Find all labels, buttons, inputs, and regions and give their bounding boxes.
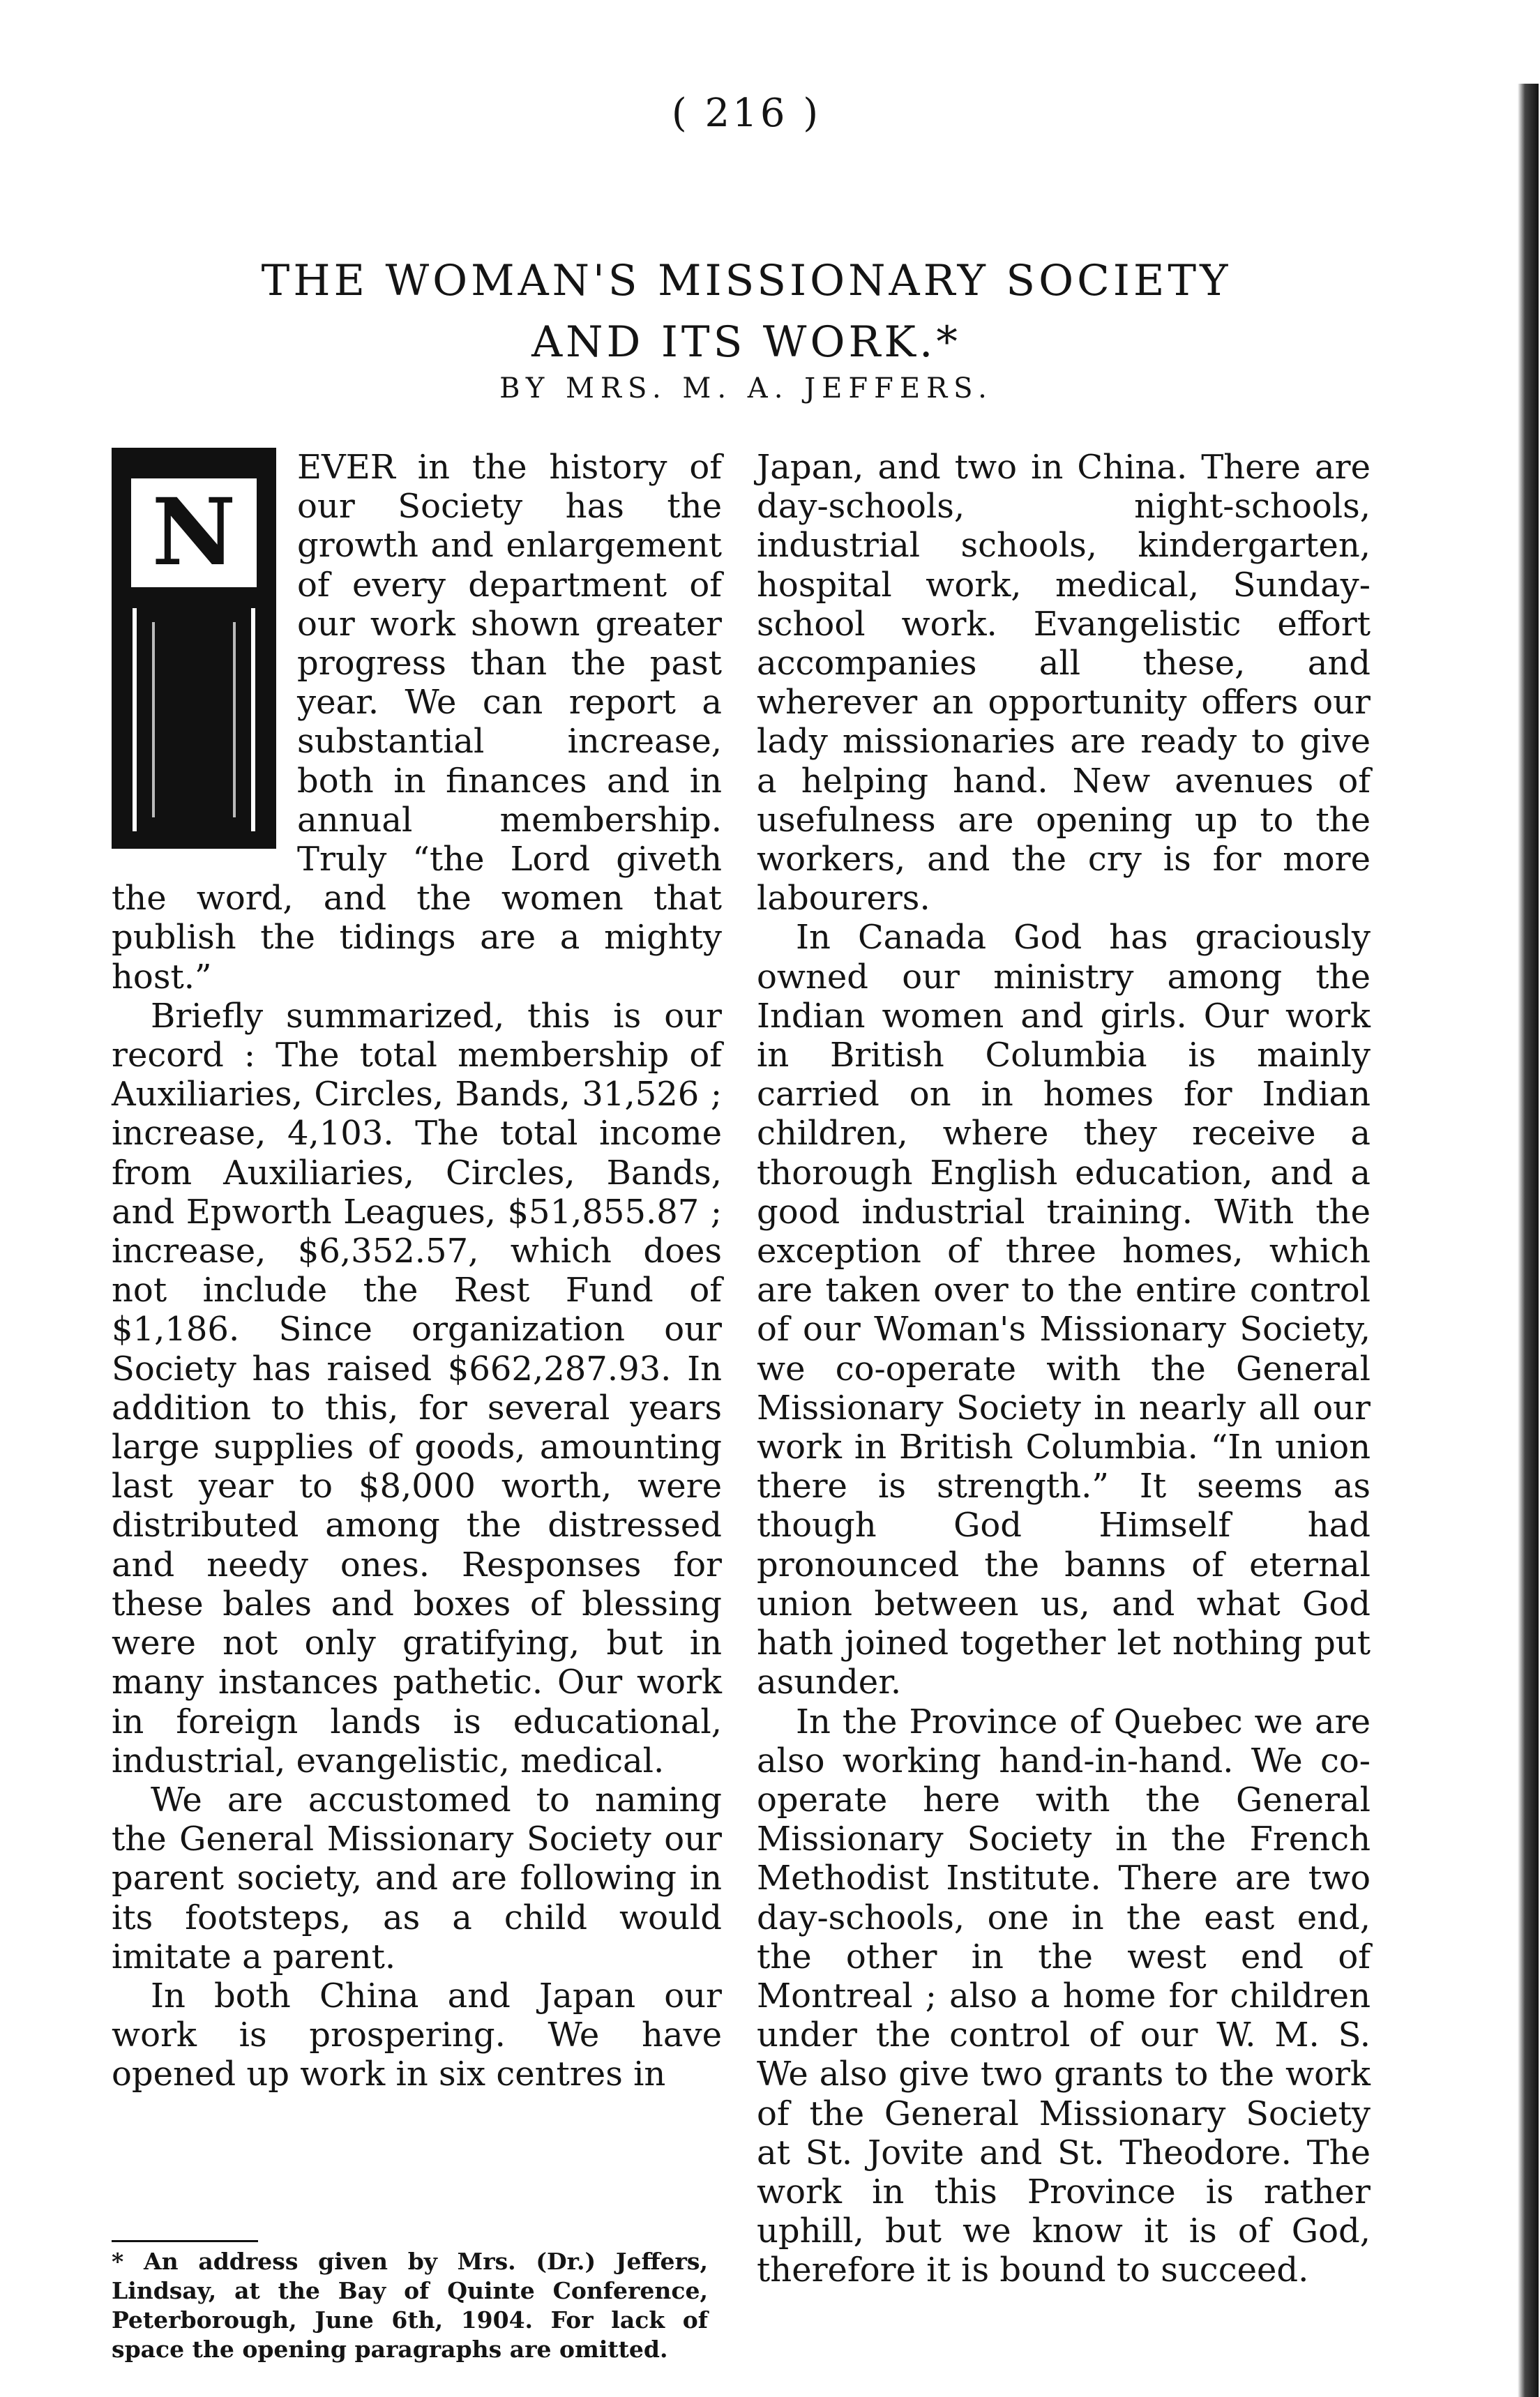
drop-cap-ornament [112,448,276,849]
footnote: * An address given by Mrs. (Dr.) Jeffers, Lindsay, at the Bay of Quinte Conference, Peterborough, June 6th, 1904. For lack of space the opening paragraphs are omitted. [112,2248,708,2363]
left-column [112,448,722,2094]
drop-cap-decoration [133,608,255,831]
paragraph: In Canada God has graciously owned our ministry among the Indian women and girls. Our work in British Columbia is mainly carried on in homes for Indian children, where they receive a thorough English education, and a good industrial training. With the exception of three homes, which are taken over to the entire control of our Woman's Missionary Society, we co-operate with the General Missionary Society in nearly all our work in British Columbia. “In union there is strength.” It seems as though God Himself had pronounced the banns of eternal union between us, and what God hath joined together let nothing put asunder. [757,918,1371,1702]
paragraph: In both China and Japan our work is prospering. We have opened up work in six centres in [112,1976,722,2094]
paragraph: EVER in the history of our Society has the growth and enlargement of every department of our work shown greater progress than the past year. We can report a substantial increase, both in finances and in annual membership. Truly “the Lord giveth the word, and the women that publish the tidings are a mighty host.” [112,448,722,997]
drop-cap-letter: N [127,474,261,591]
paragraph: Japan, and two in China. There are day-schools, night-schools, industrial schools, kindergarten, hospital work, medical, Sunday-school work. Evangelistic effort accompanies all these, and wherever an opportunity offers our lady missionaries are ready to give a helping hand. New avenues of usefulness are opening up to the workers, and the cry is for more labourers. [757,448,1371,918]
title-line-2: AND ITS WORK.* [531,317,961,367]
title-line-1: THE WOMAN'S MISSIONARY SOCIETY [261,255,1232,305]
author-byline: BY MRS. M. A. JEFFERS. [499,372,993,404]
paragraph: Briefly summarized, this is our record : The total membership of Auxiliaries, Circles, Bands, 31,526 ; increase, 4,103. The total income from Auxiliaries, Circles, Bands, and Epworth Leagues, $51,855.87 ; increase, $6,352.57, which does not include the Rest Fund of $1,186. Since organization our Society has raised $662,287.93. In addition to this, for several years large supplies of goods, amounting last year to $8,000 worth, were distributed among the distressed and needy ones. Responses for these bales and boxes of blessing were not only gratifying, but in many instances pathetic. Our work in foreign lands is educational, industrial, evangelistic, medical. [112,996,722,1780]
right-column [757,448,1371,2290]
article-title [0,250,1493,373]
paragraph: We are accustomed to naming the General Missionary Society our parent society, and are following in its footsteps, as a child would imitate a parent. [112,1780,722,1976]
footnote-rule [112,2240,258,2242]
paragraph: In the Province of Quebec we are also working hand-in-hand. We co-operate here with the General Missionary Society in the French Methodist Institute. There are two day-schools, one in the east end, the other in the west end of Montreal ; also a home for children under the control of our W. M. S. We also give two grants to the work of the General Missionary Society at St. Jovite and St. Theodore. The work in this Province is rather uphill, but we know it is of God, therefore it is bound to succeed. [757,1702,1371,2290]
page-edge-shadow [1518,84,1539,2397]
page-number: ( 216 ) [671,91,822,136]
